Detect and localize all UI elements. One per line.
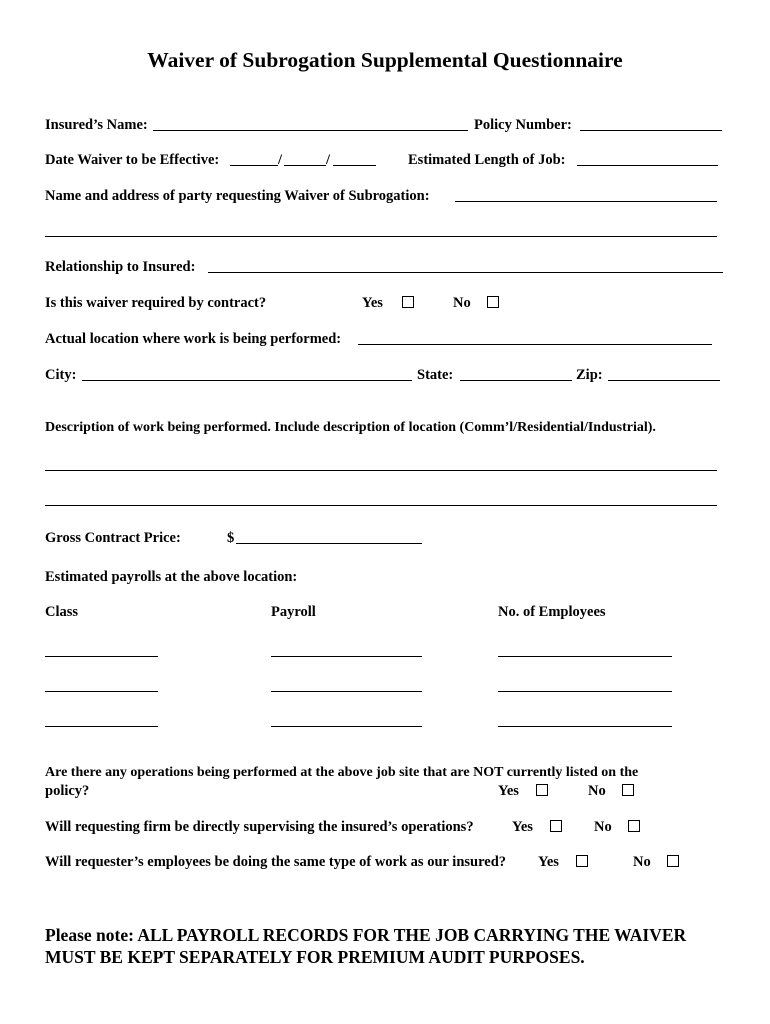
same-work-no-checkbox[interactable] — [667, 855, 679, 867]
date-waiver-label: Date Waiver to be Effective: — [45, 152, 220, 168]
city-label: City: — [45, 367, 77, 383]
page-title: Waiver of Subrogation Supplemental Questionnaire — [147, 48, 623, 72]
actual-location-label: Actual location where work is being performed: — [45, 331, 342, 347]
date-separator: / — [326, 152, 331, 168]
date-month-field[interactable] — [230, 151, 278, 166]
same-work-yes-label: Yes — [538, 854, 559, 870]
date-day-field[interactable] — [284, 151, 326, 166]
supervising-yes-checkbox[interactable] — [550, 820, 562, 832]
supervising-no-checkbox[interactable] — [628, 820, 640, 832]
description-field-1[interactable] — [45, 456, 717, 471]
city-field[interactable] — [82, 366, 412, 381]
policy-number-field[interactable] — [580, 116, 722, 131]
relationship-field[interactable] — [208, 258, 723, 273]
state-field[interactable] — [460, 366, 572, 381]
date-separator: / — [278, 152, 283, 168]
supervising-yes-label: Yes — [512, 819, 533, 835]
audit-note: Please note: ALL PAYROLL RECORDS FOR THE JOB CARRYING THE WAIVER MUST BE KEPT SEPARATELY FOR PREMIUM AUDIT PURPOSES. — [45, 925, 687, 967]
state-label: State: — [417, 367, 454, 383]
operations-yes-checkbox[interactable] — [536, 784, 548, 796]
supervising-question: Will requesting firm be directly supervising the insured’s operations? — [45, 819, 474, 835]
payroll-field-1[interactable] — [271, 642, 422, 657]
actual-location-field[interactable] — [358, 330, 712, 345]
payroll-header: Payroll — [271, 604, 316, 620]
estimated-payrolls-label: Estimated payrolls at the above location: — [45, 569, 298, 585]
employees-header: No. of Employees — [498, 604, 606, 620]
operations-question-cont: policy? — [45, 783, 90, 799]
employees-field-1[interactable] — [498, 642, 672, 657]
zip-label: Zip: — [576, 367, 603, 383]
operations-no-checkbox[interactable] — [622, 784, 634, 796]
class-field-2[interactable] — [45, 677, 158, 692]
employees-field-2[interactable] — [498, 677, 672, 692]
employees-field-3[interactable] — [498, 712, 672, 727]
job-length-field[interactable] — [577, 151, 718, 166]
contract-no-checkbox[interactable] — [487, 296, 499, 308]
contract-yes-label: Yes — [362, 295, 383, 311]
gross-contract-label: Gross Contract Price: — [45, 530, 181, 546]
party-address-field[interactable] — [45, 222, 717, 237]
relationship-label: Relationship to Insured: — [45, 259, 196, 275]
operations-yes-label: Yes — [498, 783, 519, 799]
party-requesting-field[interactable] — [455, 187, 717, 202]
payroll-field-3[interactable] — [271, 712, 422, 727]
contract-no-label: No — [453, 295, 471, 311]
dollar-sign: $ — [227, 530, 235, 546]
date-year-field[interactable] — [333, 151, 376, 166]
operations-question: Are there any operations being performed at the above job site that are NOT currently listed on the — [45, 765, 639, 780]
party-requesting-label: Name and address of party requesting Waiver of Subrogation: — [45, 188, 430, 204]
insured-name-label: Insured’s Name: — [45, 117, 148, 133]
job-length-label: Estimated Length of Job: — [408, 152, 566, 168]
class-field-3[interactable] — [45, 712, 158, 727]
gross-contract-field[interactable] — [236, 529, 422, 544]
operations-no-label: No — [588, 783, 606, 799]
class-field-1[interactable] — [45, 642, 158, 657]
insured-name-field[interactable] — [153, 116, 468, 131]
class-header: Class — [45, 604, 79, 620]
payroll-field-2[interactable] — [271, 677, 422, 692]
same-work-yes-checkbox[interactable] — [576, 855, 588, 867]
contract-question: Is this waiver required by contract? — [45, 295, 267, 311]
description-field-2[interactable] — [45, 491, 717, 506]
policy-number-label: Policy Number: — [474, 117, 572, 133]
same-work-no-label: No — [633, 854, 651, 870]
zip-field[interactable] — [608, 366, 720, 381]
same-work-question: Will requester’s employees be doing the same type of work as our insured? — [45, 854, 507, 870]
supervising-no-label: No — [594, 819, 612, 835]
description-label: Description of work being performed. Include description of location (Comm’l/Residential/Industrial). — [45, 420, 656, 435]
contract-yes-checkbox[interactable] — [402, 296, 414, 308]
